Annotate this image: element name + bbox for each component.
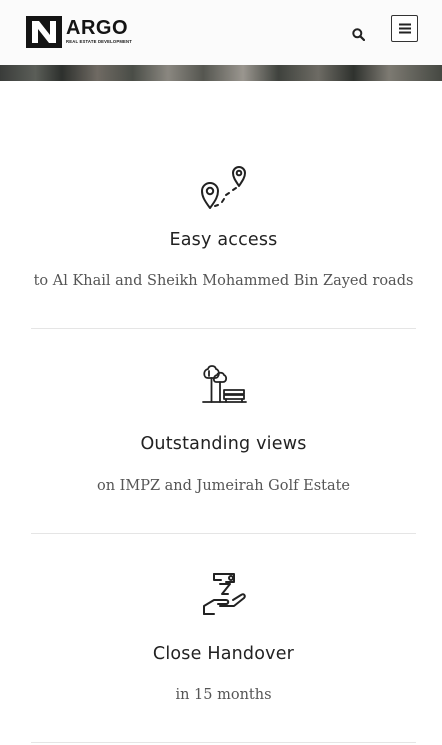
logo-name: ARGO xyxy=(66,17,128,39)
hero-image-strip xyxy=(0,65,442,81)
site-header xyxy=(0,0,442,65)
divider xyxy=(31,533,416,534)
route-map-pin-icon xyxy=(199,160,249,210)
divider xyxy=(31,742,416,743)
feature-title: Easy access xyxy=(169,230,278,250)
feature-easy-access xyxy=(31,160,416,310)
feature-title: Close Handover xyxy=(152,644,295,664)
feature-description: to Al Khail and Sheikh Mohammed Bin Zayed roads xyxy=(33,273,414,289)
feature-close-handover xyxy=(31,570,416,720)
search-icon xyxy=(352,28,365,41)
menu-button[interactable] xyxy=(391,15,418,42)
trees-bench-icon xyxy=(200,364,248,404)
feature-title: Outstanding views xyxy=(140,434,307,454)
search-button[interactable] xyxy=(349,25,367,43)
feature-outstanding-views xyxy=(31,364,416,514)
argo-logo[interactable] xyxy=(26,16,132,48)
hamburger-menu-icon xyxy=(399,23,411,34)
feature-description: on IMPZ and Jumeirah Golf Estate xyxy=(96,478,351,494)
divider xyxy=(31,328,416,329)
feature-description: in 15 months xyxy=(175,687,272,703)
logo-tagline: REAL ESTATE DEVELOPMENT xyxy=(66,39,133,44)
hand-key-icon xyxy=(200,570,248,618)
argo-logo-mark-icon xyxy=(26,16,62,48)
